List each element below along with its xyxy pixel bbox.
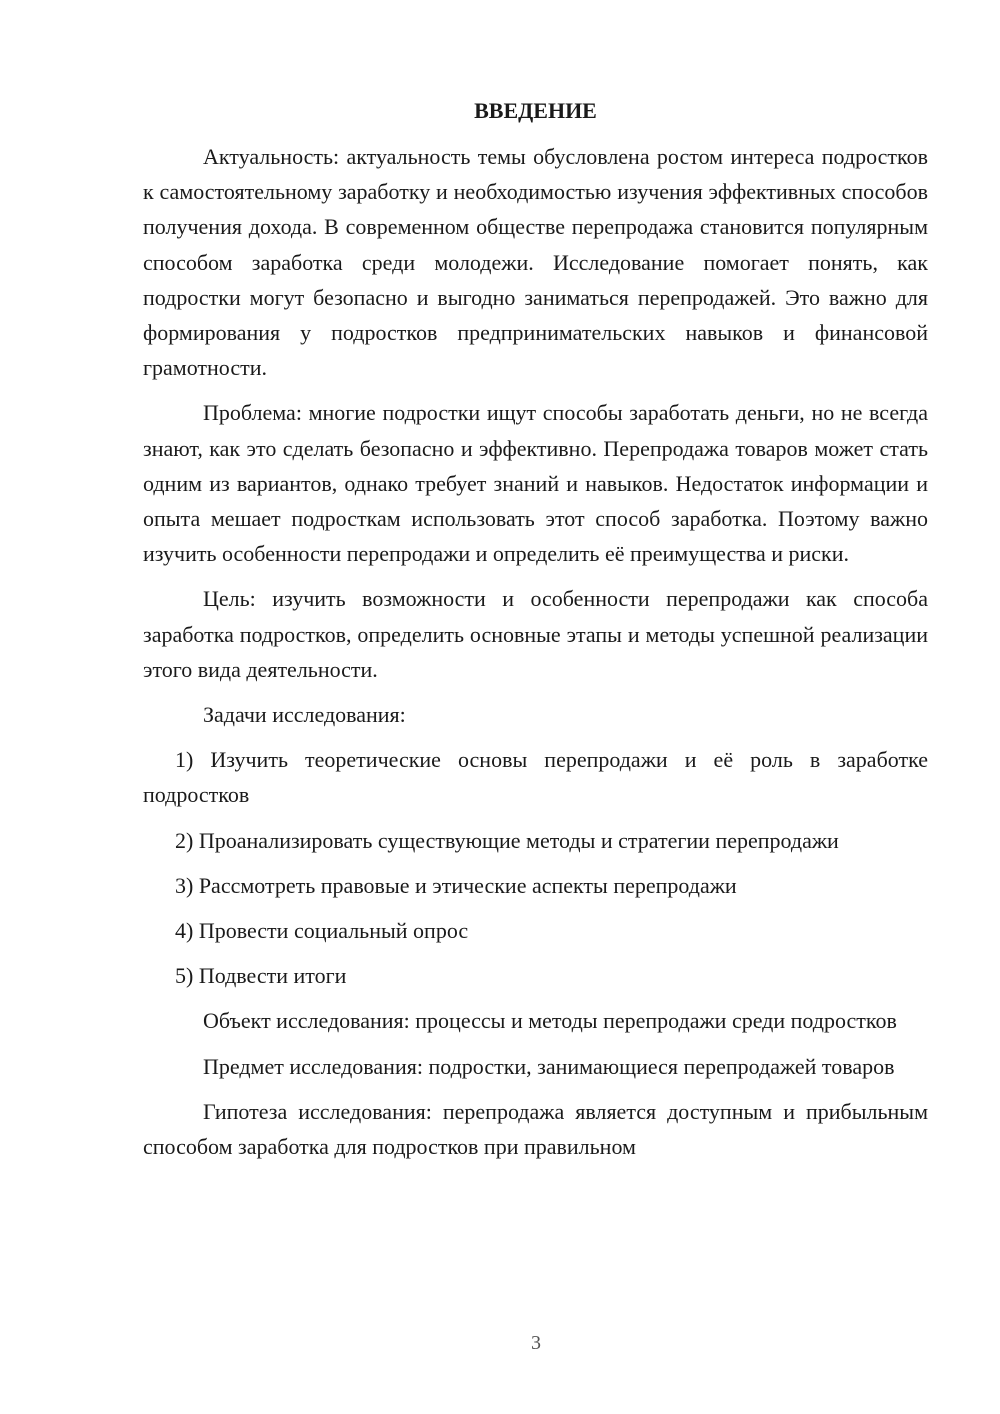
- paragraph-relevance: Актуальность: актуальность темы обусловлена ростом интереса подростков к самостоятельному заработку и необходимостью изучения эффективных способов получения дохода. В современном обществе перепродажа становится популярным способом заработка среди молодежи. Исследование помогает понять, как подростки могут безопасно и выгодно заниматься перепродажей. Это важно для формирования у подростков предпринимательских навыков и финансовой грамотности.: [143, 144, 928, 381]
- paragraph-tasks-heading: Задачи исследования:: [203, 702, 406, 728]
- list-item: 3) Рассмотреть правовые и этические аспекты перепродажи: [175, 872, 737, 898]
- list-item: 2) Проанализировать существующие методы и стратегии перепродажи: [175, 827, 839, 853]
- page-number: 3: [531, 1332, 541, 1354]
- list-item: 5) Подвести итоги: [175, 963, 347, 989]
- paragraph-problem: Проблема: многие подростки ищут способы заработать деньги, но не всегда знают, как это сделать безопасно и эффективно. Перепродажа товаров может стать одним из вариантов, однако требует знаний и навыков. Недостаток информации и опыта мешает подросткам использовать этот способ заработка. Поэтому важно изучить особенности перепродажи и определить её преимущества и риски.: [143, 400, 928, 567]
- section-title: ВВЕДЕНИЕ: [474, 98, 597, 123]
- paragraph-subject: Предмет исследования: подростки, занимающиеся перепродажей товаров: [203, 1053, 895, 1079]
- list-item: 4) Провести социальный опрос: [175, 918, 469, 944]
- paragraph-hypothesis: Гипотеза исследования: перепродажа является доступным и прибыльным способом заработка для подростков при правильном: [143, 1098, 928, 1160]
- paragraph-goal: Цель: изучить возможности и особенности перепродажи как способа заработка подростков, определить основные этапы и методы успешной реализации этого вида деятельности.: [143, 586, 928, 682]
- paragraph-object: Объект исследования: процессы и методы перепродажи среди подростков: [203, 1008, 897, 1034]
- list-item: 1) Изучить теоретические основы перепродажи и её роль в заработке подростков: [143, 747, 928, 808]
- tasks-list: [143, 742, 928, 993]
- document-page: [143, 96, 928, 1164]
